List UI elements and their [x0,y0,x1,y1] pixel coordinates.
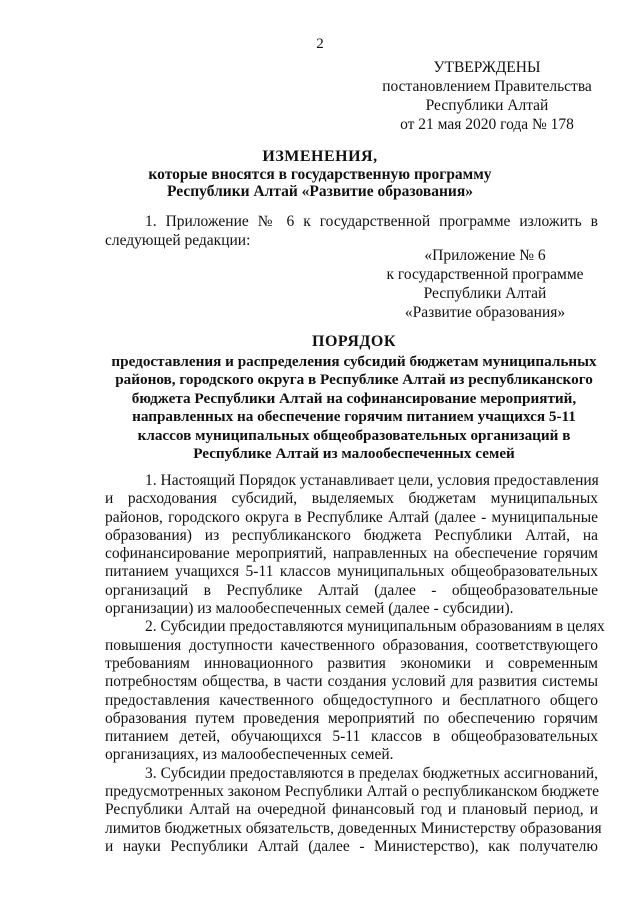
clause-line: лимитов бюджетных обязательств, доведенных Министерству образования [105,819,602,837]
document-title [90,148,550,200]
clause-line: питанием учащихся 5-11 классов муниципальных общеобразовательных [105,563,598,581]
clause-1 [105,472,598,618]
title-main: ИЗМЕНЕНИЯ, [262,148,378,165]
clause-line: организациях, из малообеспеченных семей. [105,746,394,764]
clause-line: и науки Республики Алтай (далее - Министерство), как получателю [105,837,598,855]
appendix-line: «Развитие образования» [404,304,566,321]
clause-line: 1. Настоящий Порядок устанавливает цели, условия предоставления [145,472,599,489]
approval-stamp [372,58,602,134]
clause-line: софинансирование мероприятий, направленных на обеспечение горячим [105,545,598,563]
order-line: районов, городского округа в Республике Алтай из республиканского [115,371,593,388]
order-line: бюджета Республики Алтай на софинансирование мероприятий, [131,389,577,407]
clause-2 [105,618,605,764]
clause-line: 2. Субсидии предоставляются муниципальным образованиям в целях [145,618,605,636]
order-heading [106,333,602,464]
clause-line: образования) из республиканского бюджета Республики Алтай, на [105,526,598,544]
clause-line: 3. Субсидии предоставляются в пределах бюджетных ассигнований, [145,764,598,782]
order-title: ПОРЯДОК [312,333,396,350]
approval-line: УТВЕРЖДЕНЫ [433,59,541,76]
clause-line: предусмотренных законом Республики Алтай о республиканском бюджете [105,783,600,801]
appendix-line: к государственной программе [386,266,584,283]
clause-line: предоставления качественного общедоступного и бесплатного общего [105,691,598,709]
approval-line: постановлением Правительства [382,78,592,95]
clause-line: образования путем проведения мероприятий по обеспечению горячим [105,709,598,727]
paragraph-1 [105,212,598,250]
page-number: 2 [316,36,324,52]
clause-line: потребностям общества, в части создания условий для развития системы [105,673,598,691]
appendix-line: Республики Алтай [423,285,547,302]
order-line: классов муниципальных общеобразовательных организаций в [137,426,571,444]
title-line: Республики Алтай «Развитие образования» [167,183,473,200]
clause-line: и расходования субсидий, выделяемых бюджетам муниципальных [105,490,598,508]
clause-line: повышения доступности качественного образования, соответствующего [105,636,598,654]
approval-line: от 21 мая 2020 года № 178 [400,116,574,133]
appendix-header [380,246,590,322]
title-line: которые вносятся в государственную программу [148,166,492,183]
paragraph-line: 1. Приложение № 6 к государственной программе изложить в [145,213,598,230]
order-body [105,472,605,856]
order-line: предоставления и распределения субсидий бюджетам муниципальных [111,352,597,370]
paragraph-line: следующей редакции: [105,232,251,249]
order-line: направленных на обеспечение горячим питанием учащихся 5-11 [132,408,576,425]
clause-line: организаций в Республике Алтай (далее - общеобразовательные [105,581,598,599]
appendix-line: «Приложение № 6 [424,247,546,264]
clause-line: требованиям инновационного развития экономики и современным [105,654,598,672]
clause-3 [105,764,602,856]
clause-line: организации) из малообеспеченных семей (далее - субсидии). [105,600,514,618]
approval-line: Республики Алтай [425,97,549,114]
clause-line: питанием детей, обучающихся 5-11 классов в общеобразовательных [105,728,598,746]
clause-line: районов, городского округа в Республике Алтай (далее - муниципальные [105,508,598,526]
clause-line: Республики Алтай на очередной финансовый год и плановый период, и [105,801,598,819]
order-line: Республике Алтай из малообеспеченных семей [193,445,515,462]
